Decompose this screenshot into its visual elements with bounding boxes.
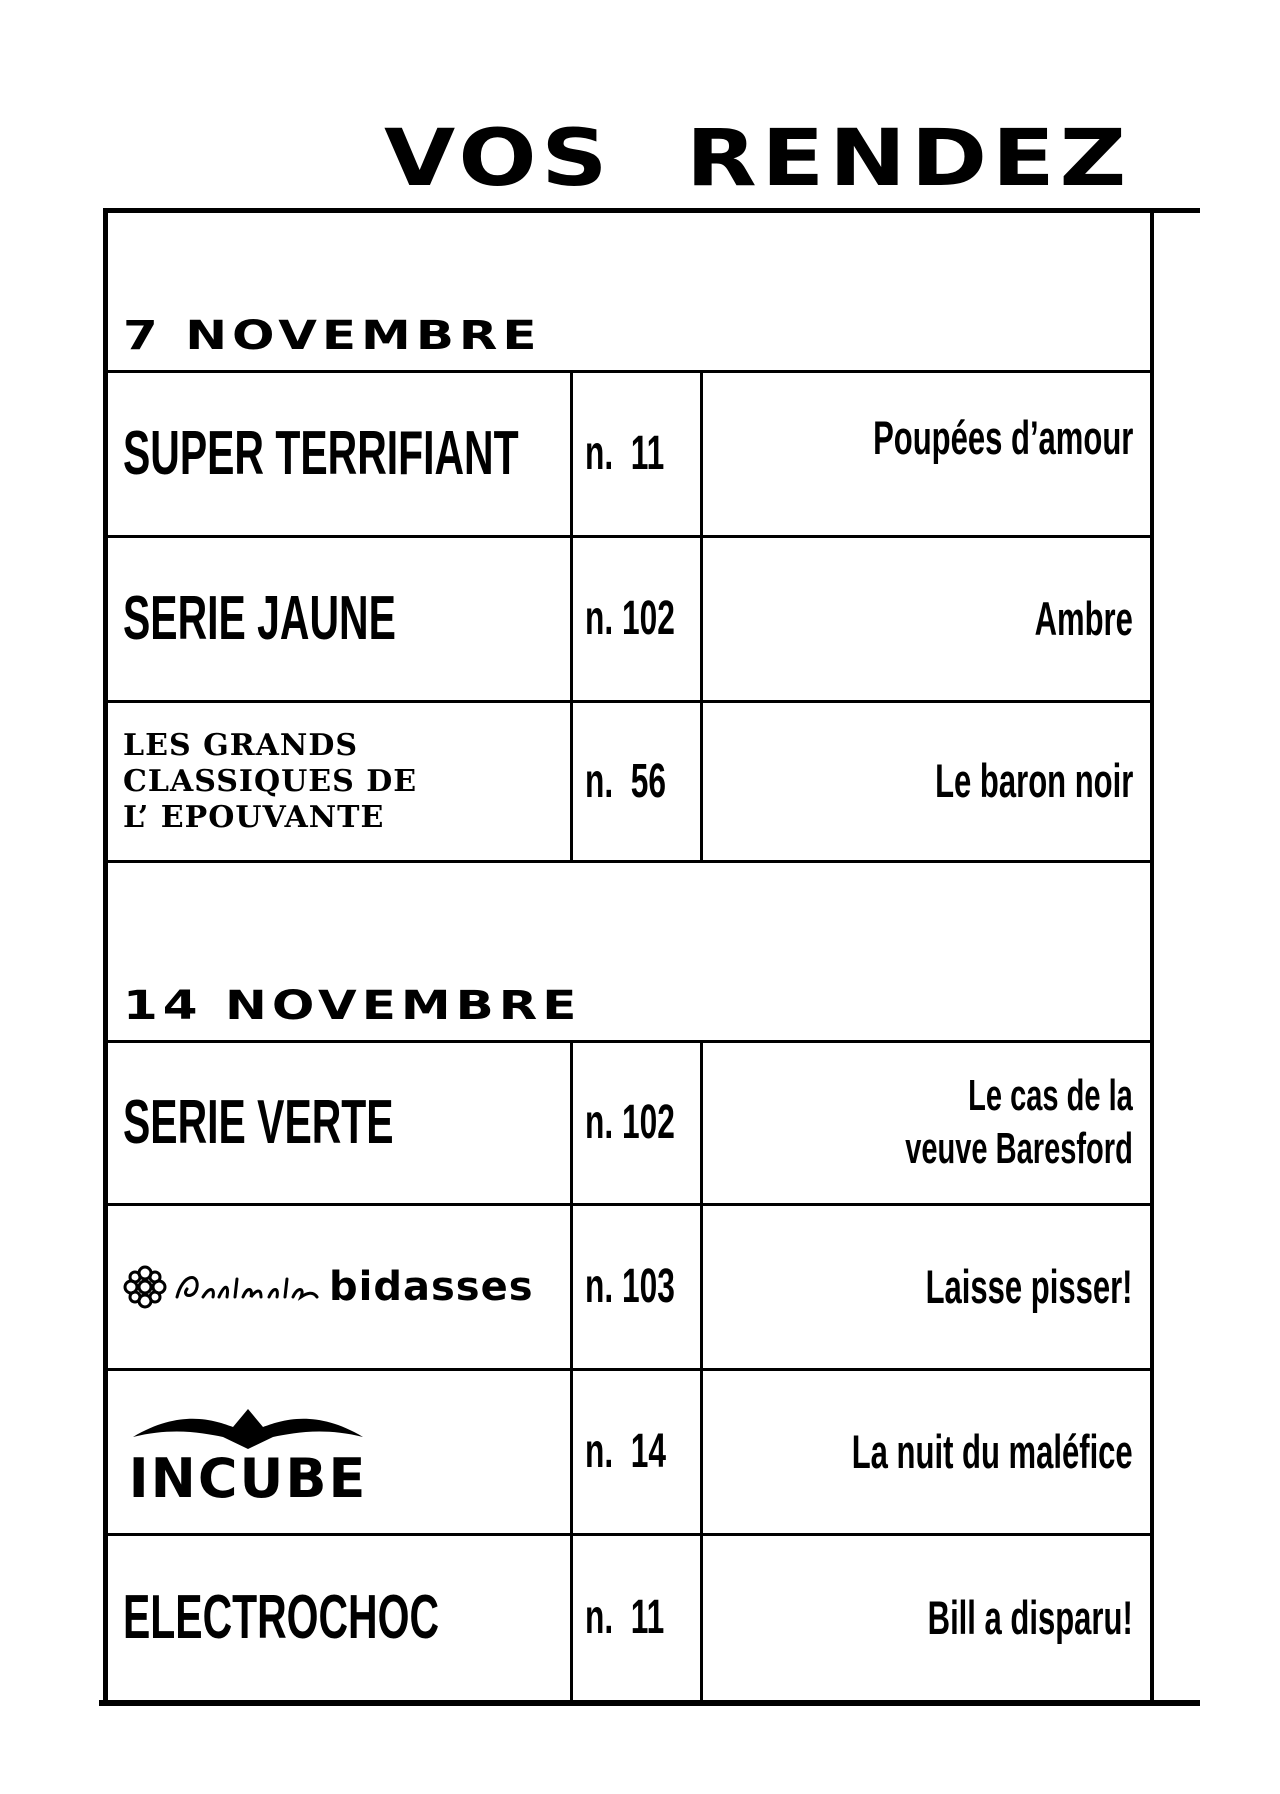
issue-title: Ambre [1034,591,1133,645]
issue-title-cell [703,1043,1153,1203]
frame-bottom-rule [99,1700,1200,1706]
issue-title-cell [703,1371,1153,1533]
series-name-cell [123,1206,573,1368]
issue-title: Le cas de la veuve Baresford [905,1071,1133,1173]
series-name: SERIE VERTE [123,1088,394,1158]
issue-number: n. 103 [585,1260,675,1314]
issue-title-cell [703,538,1153,700]
issue-title-cell [703,1536,1153,1700]
issue-number-cell [570,1206,703,1368]
schedule-row [103,703,1153,863]
section-header-7-novembre [103,213,1153,373]
series-name: LES GRANDS CLASSIQUES DE L’ EPOUVANTE [123,727,418,835]
schedule-row [103,1043,1153,1206]
issue-number: n. 102 [585,1096,675,1150]
issue-number-cell [570,1043,703,1203]
issue-number-cell [570,1536,703,1700]
issue-title-cell [703,373,1153,535]
series-name: SERIE JAUNE [123,584,396,654]
section-header-14-novembre [103,863,1153,1043]
flower-icon [123,1265,167,1309]
schedule-row [103,373,1153,538]
series-name: bidasses [329,1264,534,1310]
schedule-row [103,1371,1153,1536]
schedule-row [103,1206,1153,1371]
series-name-cell [123,538,573,700]
series-name-cell [123,373,573,535]
issue-number: n. 14 [585,1425,666,1479]
series-name-cell [123,1043,573,1203]
issue-number: n. 11 [585,1591,665,1645]
issue-number: n. 102 [585,592,675,646]
issue-number-cell [570,703,703,860]
section-date: 7 NOVEMBRE [123,313,542,359]
series-name-cell [123,1371,573,1533]
issue-number: n. 56 [585,754,666,808]
series-name-cell [123,1536,573,1700]
issue-number-cell [570,373,703,535]
incube-logo [123,1397,373,1507]
issue-title: Bill a disparu! [927,1590,1133,1644]
page-title: VOS RENDEZ [384,114,1131,204]
issue-number-cell [570,1371,703,1533]
series-name: ELECTROCHOC [123,1583,439,1653]
issue-number: n. 11 [585,427,665,481]
issue-title: Le baron noir [934,754,1133,808]
schedule-row [103,1536,1153,1700]
issue-title: Poupées d’amour [872,411,1133,464]
salut-les-script-logo [173,1267,323,1307]
series-name: INCUBE [128,1447,368,1507]
issue-title: La nuit du maléfice [852,1424,1133,1478]
series-name-cell [123,703,573,860]
schedule-row [103,538,1153,703]
issue-title: Laisse pisser! [926,1259,1133,1313]
series-name: SUPER TERRIFIANT [123,419,519,489]
issue-number-cell [570,538,703,700]
issue-title-cell [703,703,1153,860]
series-logo-salut-les-bidasses [123,1264,534,1310]
section-date: 14 NOVEMBRE [123,983,582,1029]
issue-title-cell [703,1206,1153,1368]
